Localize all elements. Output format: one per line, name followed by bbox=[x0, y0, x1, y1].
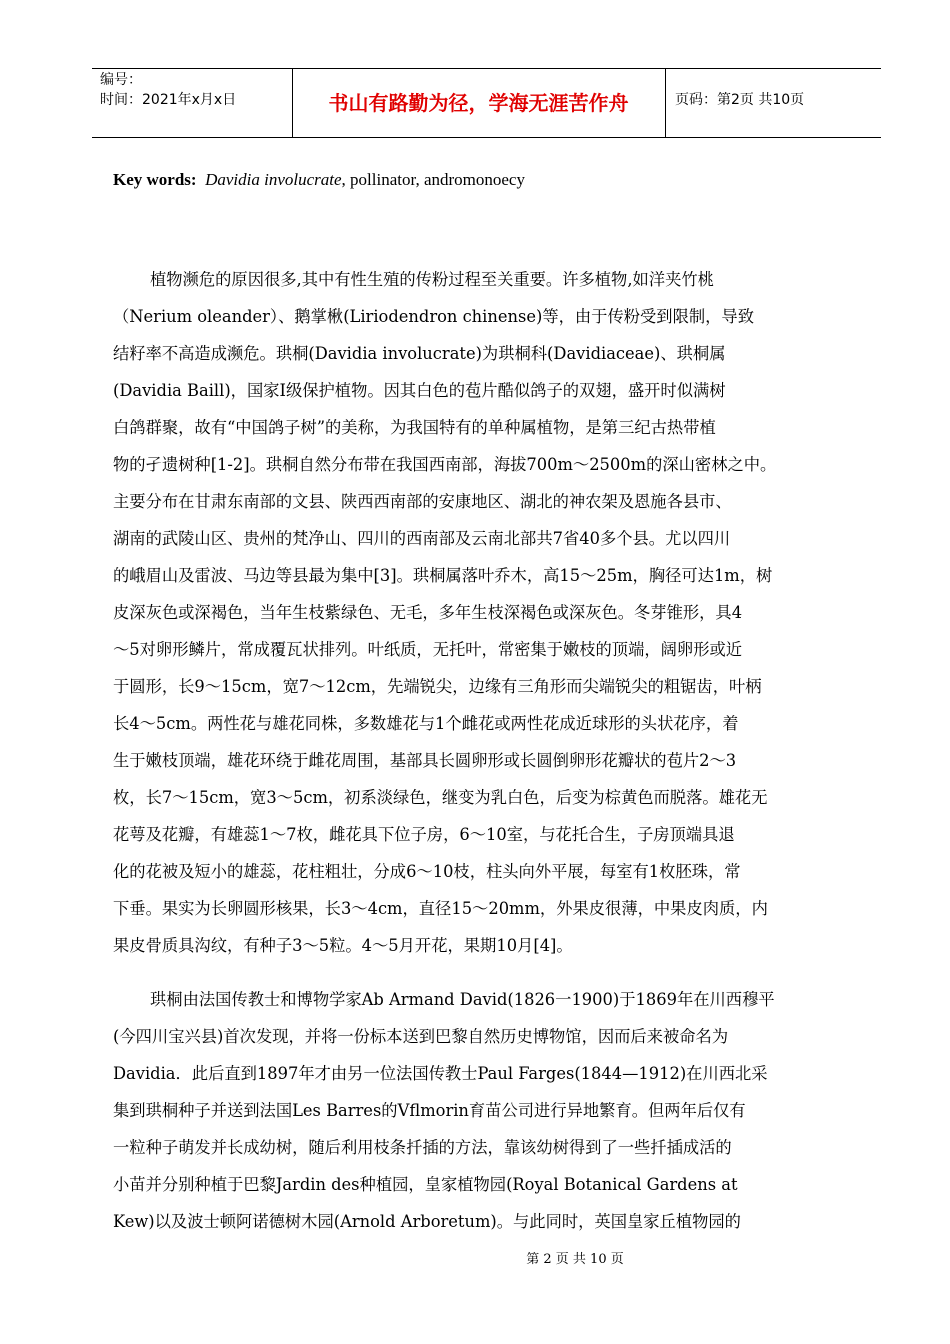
paragraph-line: 于圆形，长9～15cm，宽7～12cm，先端锐尖，边缘有三角形而尖端锐尖的粗锯齿，叶柄 bbox=[113, 677, 762, 696]
header-page-number: 页码：第2页 共10页 bbox=[675, 92, 805, 108]
page-footer bbox=[0, 1248, 950, 1267]
paragraph-line: 湖南的武陵山区、贵州的梵净山、四川的西南部及云南北部共7省40多个县。尤以四川 bbox=[113, 529, 731, 548]
paragraph-line: 下垂。果实为长卵圆形核果，长3～4cm，直径15～20mm，外果皮很薄，中果皮肉质，内 bbox=[113, 899, 768, 918]
paragraph-line: 化的花被及短小的雄蕊，花柱粗壮，分成6～10枝，柱头向外平展，每室有1枚胚珠，常 bbox=[113, 862, 741, 881]
paragraph-line: 物的孑遗树种[1-2]。珙桐自然分布带在我国西南部，海拔700m～2500m的深山密林之中。 bbox=[113, 455, 777, 474]
keywords-label: Key words: bbox=[113, 170, 197, 189]
paragraph-line: ～5对卵形鳞片，常成覆瓦状排列。叶纸质，无托叶，常密集于嫩枝的顶端，阔卵形或近 bbox=[113, 640, 743, 659]
paragraph-line: Davidia．此后直到1897年才由另一位法国传教士Paul Farges(1844—1912)在川西北采 bbox=[113, 1064, 768, 1083]
paragraph-line: 果皮骨质具沟纹，有种子3～5粒。4～5月开花，果期10月[4]。 bbox=[113, 936, 573, 955]
paragraph-line: 植物濒危的原因很多,其中有性生殖的传粉过程至关重要。许多植物,如洋夹竹桃 bbox=[150, 270, 714, 289]
header-motto: 书山有路勤为径，学海无涯苦作舟 bbox=[292, 69, 666, 137]
paragraph-line: （Nerium oleander）、鹅掌楸(Liriodendron chinense)等，由于传粉受到限制，导致 bbox=[113, 307, 754, 326]
paragraph-line: 花萼及花瓣，有雄蕊1～7枚，雌花具下位子房，6～10室，与花托合生，子房顶端具退 bbox=[113, 825, 735, 844]
paragraph-line: 主要分布在甘肃东南部的文县、陕西西南部的安康地区、湖北的神农架及恩施各县市、 bbox=[113, 492, 732, 511]
paragraph-line: (Davidia Baill)，国家Ⅰ级保护植物。因其白色的苞片酷似鸽子的双翅，盛开时似满树 bbox=[113, 381, 726, 400]
paragraph-line: 结籽率不高造成濒危。珙桐(Davidia involucrate)为珙桐科(Davidiaceae)、珙桐属 bbox=[113, 344, 726, 363]
paragraph-line: 生于嫩枝顶端，雄花环绕于雌花周围，基部具长圆卵形或长圆倒卵形花瓣状的苞片2～3 bbox=[113, 751, 737, 770]
keywords-line bbox=[113, 168, 525, 192]
keywords-rest: , pollinator, andromonoecy bbox=[341, 170, 525, 189]
paragraph-line: 皮深灰色或深褐色，当年生枝紫绿色、无毛，多年生枝深褐色或深灰色。冬芽锥形，具4 bbox=[113, 603, 743, 622]
paragraph-line: 长4～5cm。两性花与雄花同株，多数雄花与1个雌花或两性花成近球形的头状花序，着 bbox=[113, 714, 739, 733]
header-time: 时间：2021年x月x日 bbox=[100, 92, 237, 108]
header-meta bbox=[92, 69, 293, 137]
footer-page-number: 第 2 页 共 10 页 bbox=[526, 1252, 624, 1267]
paragraph-line: 枚，长7～15cm，宽3～5cm，初系淡绿色，继变为乳白色，后变为棕黄色而脱落。雄花无 bbox=[113, 788, 768, 807]
paragraph-line: 珙桐由法国传教士和博物学家Ab Armand David(1826一1900)于1869年在川西穆平 bbox=[150, 990, 775, 1009]
paragraph-1 bbox=[113, 261, 860, 964]
paragraph-line: 一粒种子萌发并长成幼树，随后利用枝条扦插的方法，靠该幼树得到了一些扦插成活的 bbox=[113, 1138, 732, 1157]
paragraph-line: 集到珙桐种子并送到法国Les Barres的Vflmorin育苗公司进行异地繁育。但两年后仅有 bbox=[113, 1101, 746, 1120]
header-number: 编号： bbox=[100, 72, 142, 88]
paragraph-line: Kew)以及波士顿阿诺德树木园(Arnold Arboretum)。与此同时，英国皇家丘植物园的 bbox=[113, 1212, 741, 1231]
document-header bbox=[92, 68, 881, 138]
paragraph-line: (今四川宝兴县)首次发现，并将一份标本送到巴黎自然历史博物馆，因而后来被命名为 bbox=[113, 1027, 729, 1046]
paragraph-line: 小苗并分别种植于巴黎Jardin des种植园，皇家植物园(Royal Botanical Gardens at bbox=[113, 1175, 738, 1194]
paragraph-line: 的峨眉山及雷波、马边等县最为集中[3]。珙桐属落叶乔木，高15～25m，胸径可达1m，树 bbox=[113, 566, 773, 585]
paragraph-2 bbox=[113, 981, 860, 1240]
paragraph-line: 白鸽群聚，故有“中国鸽子树”的美称，为我国特有的单种属植物，是第三纪古热带植 bbox=[113, 418, 716, 437]
keywords-term: Davidia involucrate bbox=[205, 170, 342, 189]
